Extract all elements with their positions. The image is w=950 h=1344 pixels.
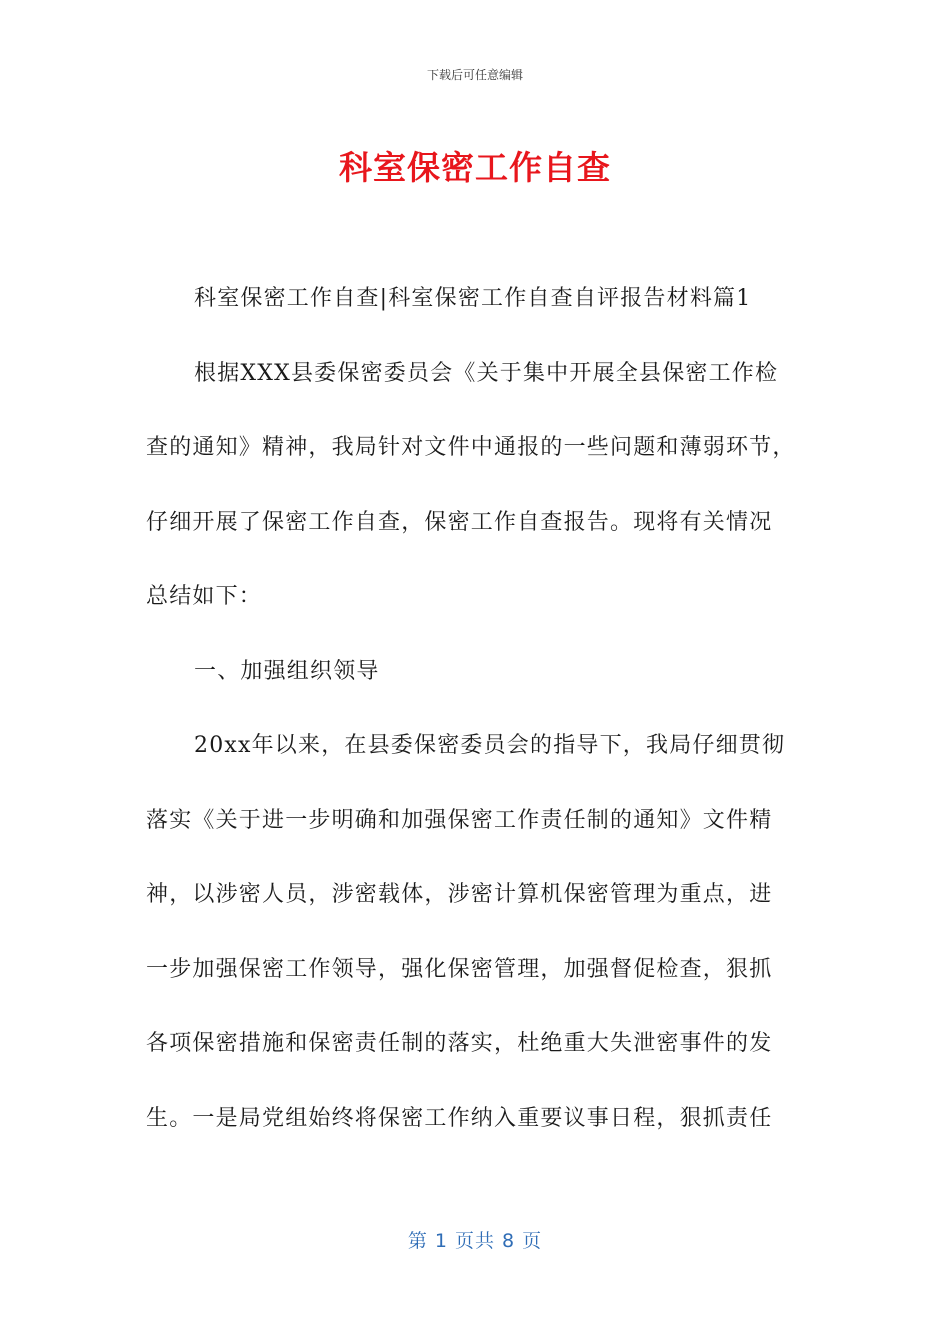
paragraph-line: 总结如下： xyxy=(146,584,263,609)
paragraph-line: 仔细开展了保密工作自查，保密工作自查报告。现将有关情况 xyxy=(146,509,773,535)
document-body xyxy=(146,262,806,1156)
paragraph-line: 落实《关于进一步明确和加强保密工作责任制的通知》文件精 xyxy=(146,807,773,833)
paragraph-line: 一步加强保密工作领导，强化保密管理，加强督促检查，狠抓 xyxy=(146,956,773,982)
paragraph-line: 根据XXX县委保密委员会《关于集中开展全县保密工作检 xyxy=(194,360,779,386)
document-title: 科室保密工作自查 xyxy=(339,148,611,187)
paragraph-line: 20xx年以来，在县委保密委员会的指导下，我局仔细贯彻 xyxy=(194,733,786,758)
section-heading: 一、加强组织领导 xyxy=(194,658,380,684)
paragraph-line: 神，以涉密人员，涉密载体，涉密计算机保密管理为重点，进 xyxy=(146,882,773,907)
header-note: 下载后可任意编辑 xyxy=(426,68,523,82)
page-number-footer: 第 1 页共 8 页 xyxy=(407,1230,543,1252)
paragraph-line: 科室保密工作自查|科室保密工作自查自评报告材料篇1 xyxy=(194,286,752,311)
paragraph-line: 生。一是局党组始终将保密工作纳入重要议事日程，狠抓责任 xyxy=(146,1105,773,1131)
paragraph-line: 查的通知》精神，我局针对文件中通报的一些问题和薄弱环节， xyxy=(146,435,796,460)
paragraph-line: 各项保密措施和保密责任制的落实，杜绝重大失泄密事件的发 xyxy=(146,1031,773,1056)
